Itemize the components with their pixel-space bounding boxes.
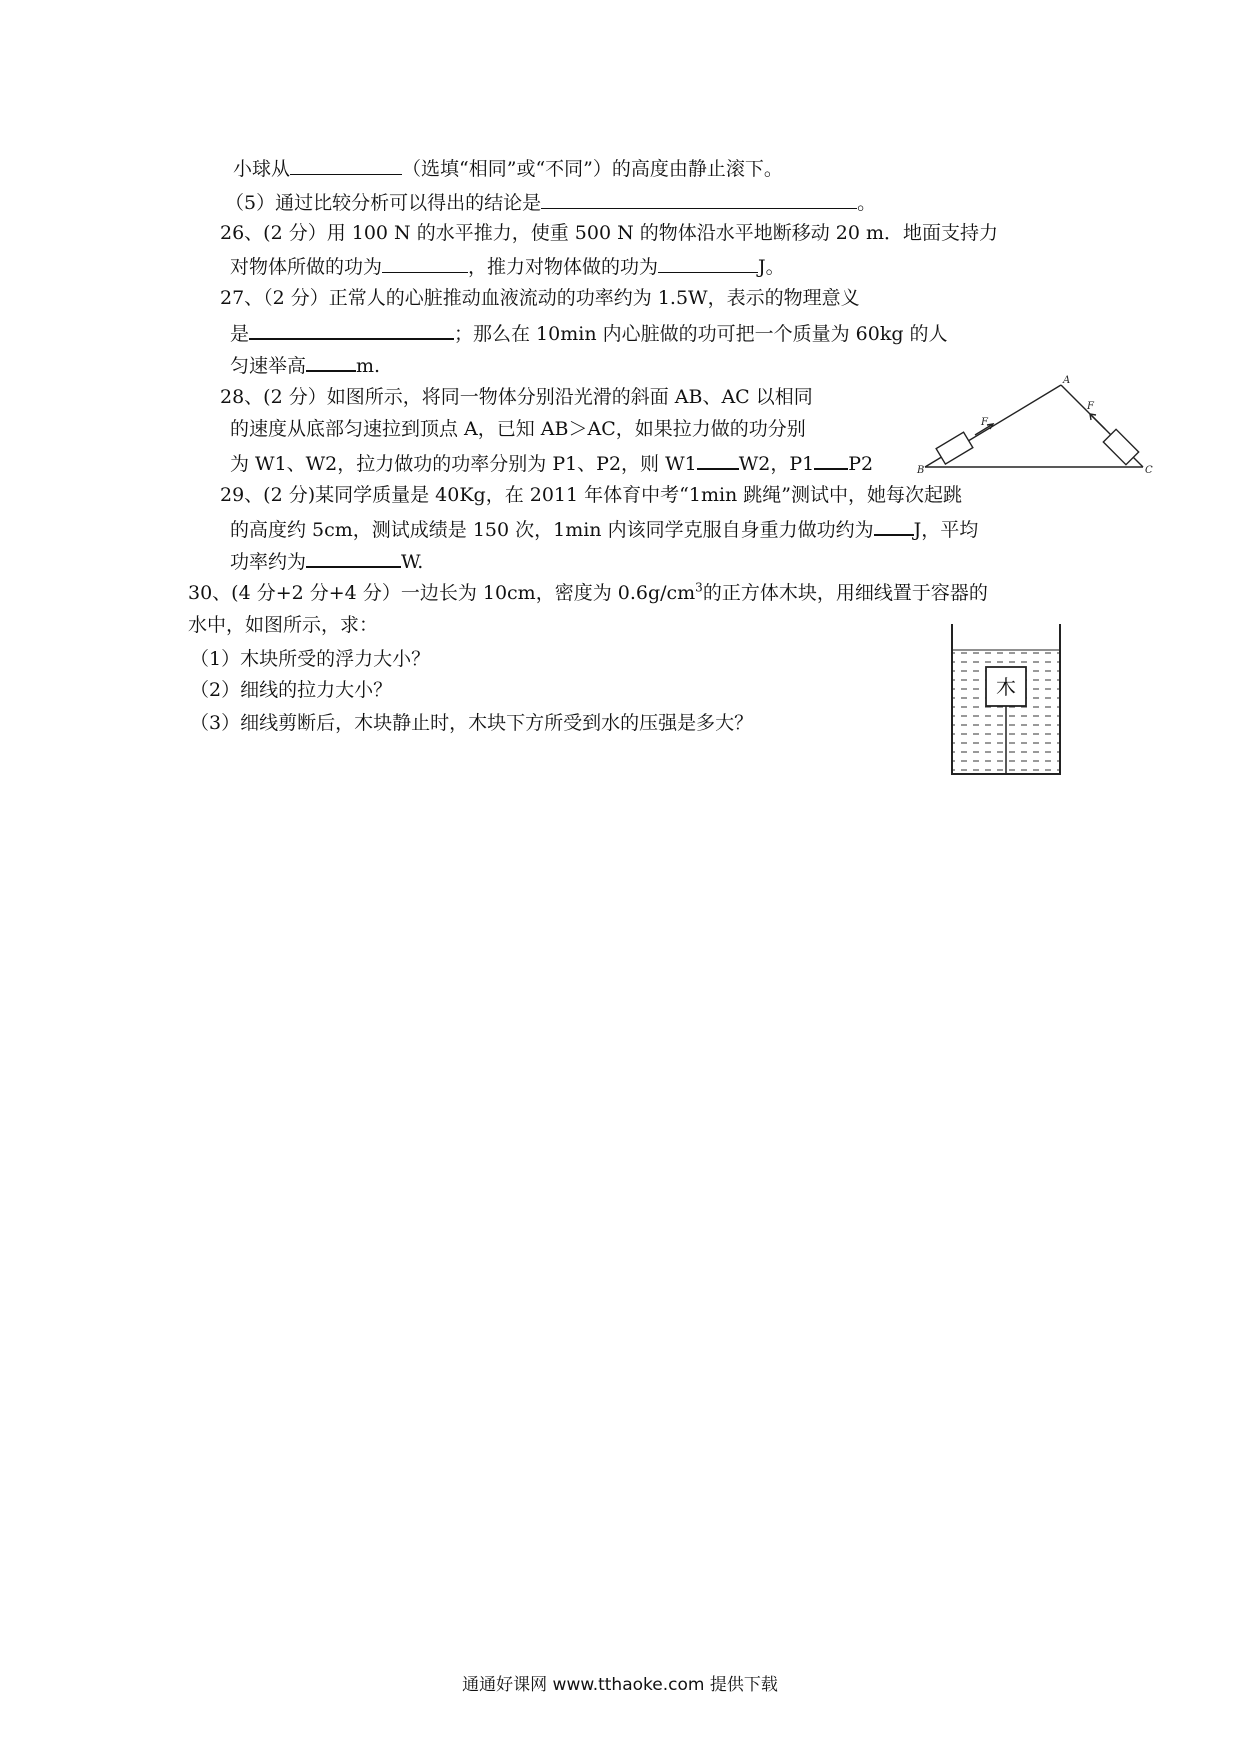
- answer-blank: [541, 188, 857, 209]
- q25-text: 小球从: [233, 158, 291, 180]
- page-footer: 通通好课网 www.tthaoke.com 提供下载: [462, 1675, 778, 1695]
- q30-line2: [188, 612, 378, 638]
- q26-text: J。: [758, 256, 785, 278]
- q29-line3: [230, 546, 423, 575]
- q29-text: W.: [401, 551, 424, 573]
- label-force-ab: F: [981, 417, 988, 428]
- q26-line1: [220, 220, 998, 246]
- q30-line1: [188, 580, 988, 606]
- label-force-ac: F: [1087, 401, 1094, 412]
- answer-blank: [874, 514, 914, 536]
- inclined-plane-figure: [915, 375, 1155, 475]
- q29-text: J，平均: [913, 519, 979, 541]
- label-b: B: [917, 465, 925, 475]
- q27-line1: [220, 285, 860, 311]
- q27-line3: [230, 350, 380, 379]
- answer-blank: [306, 546, 401, 568]
- q27-text: 27、（2 分）正常人的心脏推动血液流动的功率约为 1.5W，表示的物理意义: [220, 287, 860, 309]
- q27-text: ；那么在 10min 内心脏做的功可把一个质量为 60kg 的人: [454, 323, 948, 345]
- force-arrow-ac: [1090, 414, 1105, 429]
- q28-text: P2: [848, 453, 874, 475]
- q30-text: 的正方体木块，用细线置于容器的: [702, 582, 988, 604]
- q28-line1: [220, 384, 813, 410]
- q28-text: 28、(2 分）如图所示，将同一物体分别沿光滑的斜面 AB、AC 以相同: [220, 386, 813, 408]
- answer-blank: [290, 154, 402, 175]
- answer-blank: [306, 350, 356, 372]
- answer-blank: [382, 252, 468, 273]
- q30-text: 水中，如图所示，求：: [188, 614, 379, 636]
- q30-text: 30、(4 分+2 分+4 分）一边长为 10cm，密度为 0.6g/cm: [188, 582, 696, 604]
- q29-line2: [230, 514, 978, 543]
- q29-text: 29、(2 分)某同学质量是 40Kg，在 2011 年体育中考“1min 跳绳”测试中，她每次起跳: [220, 484, 963, 506]
- q30-sub3: [190, 710, 753, 736]
- block-on-ac: [1103, 429, 1138, 464]
- q29-text: 的高度约 5cm，测试成绩是 150 次，1min 内该同学克服自身重力做功约为: [230, 519, 874, 541]
- wood-block-label: 木: [996, 675, 1016, 699]
- q26-text: 对物体所做的功为: [230, 256, 383, 278]
- q29-text: 功率约为: [230, 551, 307, 573]
- q26-text: 26、(2 分）用 100 N 的水平推力，使重 500 N 的物体沿水平地断移动 20 m．地面支持力: [220, 222, 999, 244]
- q28-text: W2，P1: [738, 453, 815, 475]
- q29-line1: [220, 482, 962, 508]
- q28-text: 的速度从底部匀速拉到顶点 A，已知 AB＞AC，如果拉力做的功分别: [230, 418, 806, 440]
- answer-blank: [249, 318, 454, 340]
- q30-superscript: 3: [695, 580, 703, 595]
- q26-text: ，推力对物体做的功为: [468, 256, 659, 278]
- answer-blank: [697, 448, 739, 470]
- q28-line3: [230, 448, 873, 477]
- q25-line2: [225, 188, 876, 216]
- answer-blank: [814, 448, 848, 470]
- q27-line2: [230, 318, 948, 347]
- answer-blank: [658, 252, 758, 273]
- q27-text: 是: [230, 323, 250, 345]
- q30-sub1: [190, 646, 430, 672]
- q27-text: m.: [356, 355, 381, 377]
- q25-text: 。: [857, 192, 877, 214]
- q25-line1: [233, 154, 783, 182]
- q25-text: （5）通过比较分析可以得出的结论是: [225, 192, 542, 214]
- q30-text: （3）细线剪断后，木块静止时，木块下方所受到水的压强是多大？: [190, 712, 754, 734]
- q26-line2: [230, 252, 785, 280]
- block-on-ab: [936, 432, 973, 464]
- q30-text: （1）木块所受的浮力大小？: [190, 648, 431, 670]
- q28-text: 为 W1、W2，拉力做功的功率分别为 P1、P2，则 W1: [230, 453, 697, 475]
- q28-line2: [230, 416, 806, 442]
- q30-text: （2）细线的拉力大小？: [190, 679, 393, 701]
- q30-sub2: [190, 677, 392, 703]
- container-figure: [948, 622, 1068, 778]
- q27-text: 匀速举高: [230, 355, 307, 377]
- label-a: A: [1063, 375, 1071, 386]
- q25-text: （选填“相同”或“不同”）的高度由静止滚下。: [402, 158, 783, 180]
- label-c: C: [1145, 465, 1153, 475]
